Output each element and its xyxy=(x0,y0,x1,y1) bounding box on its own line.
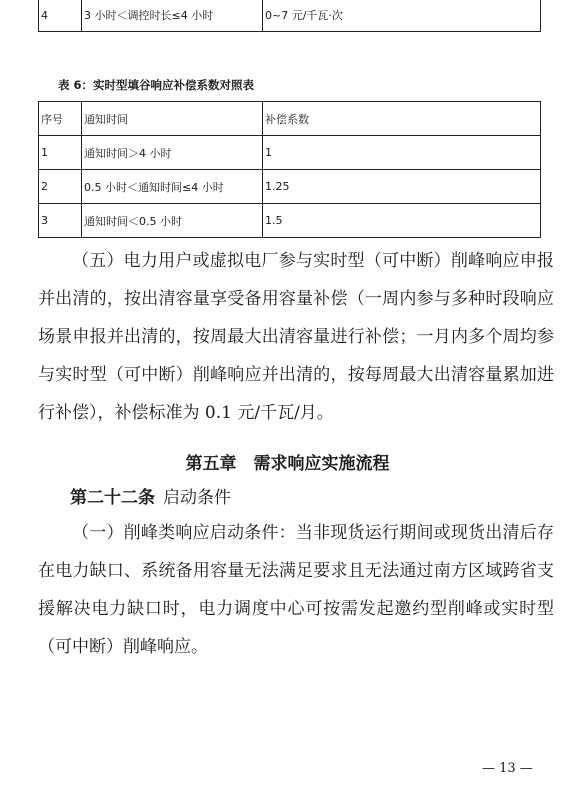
header-seq: 序号 xyxy=(39,102,82,136)
table-row xyxy=(39,0,541,32)
cell-seq: 4 xyxy=(39,0,82,32)
article-title: 启动条件 xyxy=(163,488,231,508)
table-row xyxy=(39,170,541,204)
paragraph-one: （一）削峰类响应启动条件：当非现货运行期间或现货出清后存在电力缺口、系统备用容量无法满足要求且无法通过南方区域跨省支援解决电力缺口时，电力调度中心可按需发起邀约型削峰或实时型（可中断）削峰响应。 xyxy=(38,523,554,657)
previous-table-fragment xyxy=(38,0,541,32)
cell-time: 0.5 小时＜通知时间≤4 小时 xyxy=(82,170,263,204)
header-coef: 补偿系数 xyxy=(263,102,541,136)
page-number: — 13 — xyxy=(482,761,533,776)
table-row xyxy=(39,136,541,170)
paragraph-five: （五）电力用户或虚拟电厂参与实时型（可中断）削峰响应申报并出清的，按出清容量享受备用容量补偿（一周内参与多种时段响应场景申报并出清的，按周最大出清容量进行补偿；一月内多个周均参与实时型（可中断）削峰响应并出清的，按每周最大出清容量累加进行补偿），补偿标准为 0.1 元/千瓦/月。 xyxy=(38,251,554,423)
cell-time: 通知时间＞4 小时 xyxy=(82,136,263,170)
cell-coef: 1.25 xyxy=(263,170,541,204)
cell-coef: 1.5 xyxy=(263,204,541,238)
table-row xyxy=(39,204,541,238)
article-heading xyxy=(70,485,231,511)
chapter-title: 第五章 需求响应实施流程 xyxy=(185,454,390,474)
cell-seq: 1 xyxy=(39,136,82,170)
cell-time: 3 小时＜调控时长≤4 小时 xyxy=(82,0,263,32)
cell-seq: 3 xyxy=(39,204,82,238)
header-time: 通知时间 xyxy=(82,102,263,136)
cell-time: 通知时间＜0.5 小时 xyxy=(82,204,263,238)
compensation-coefficient-table xyxy=(38,101,541,238)
cell-seq: 2 xyxy=(39,170,82,204)
article-number: 第二十二条 xyxy=(70,488,155,508)
table-header-row xyxy=(39,102,541,136)
cell-coef: 1 xyxy=(263,136,541,170)
cell-coef: 0~7 元/千瓦·次 xyxy=(263,0,541,32)
table-caption: 表 6：实时型填谷响应补偿系数对照表 xyxy=(58,78,255,92)
